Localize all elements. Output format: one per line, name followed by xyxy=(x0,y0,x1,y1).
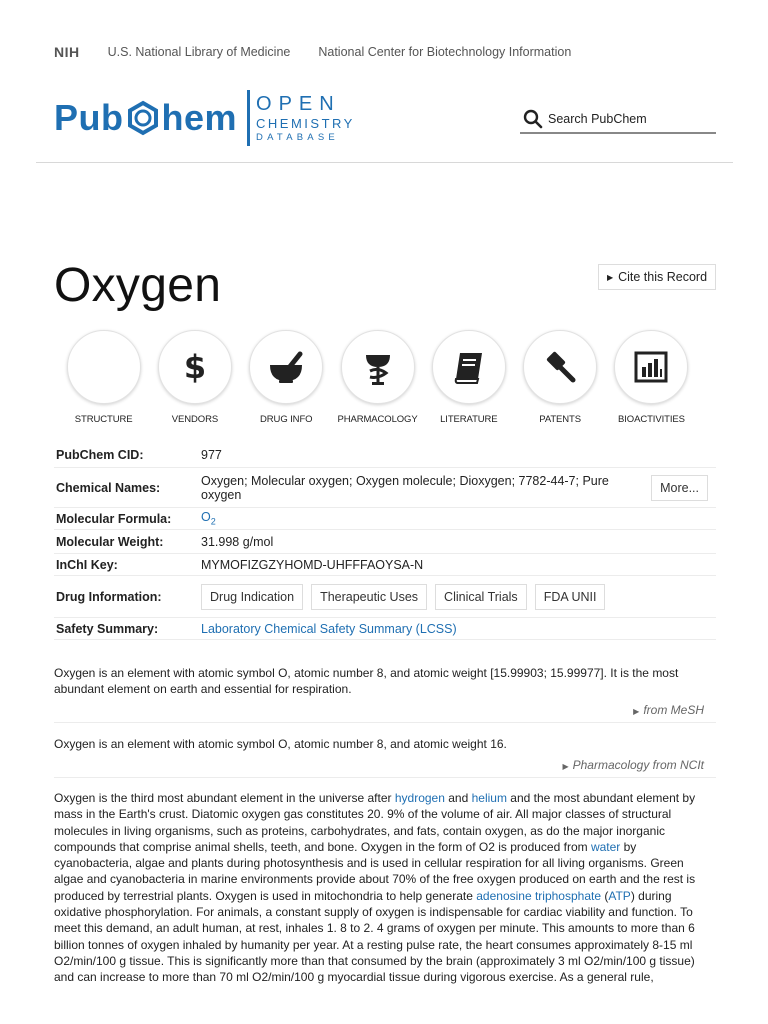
header-divider xyxy=(36,162,733,163)
nav-structure-label: STRUCTURE xyxy=(74,414,133,425)
caret-right-icon: ▶ xyxy=(606,272,614,282)
cid-label: PubChem CID: xyxy=(56,447,144,462)
description-ncit: Oxygen is an element with atomic symbol O, atomic number 8, and atomic weight 16. xyxy=(54,737,507,751)
cid-value: 977 xyxy=(201,447,222,462)
nav-patents-label: PATENTS xyxy=(539,414,581,425)
gavel-icon xyxy=(540,347,580,387)
lcss-link[interactable]: Laboratory Chemical Safety Summary (LCSS) xyxy=(201,621,457,636)
nav-bioactivities[interactable] xyxy=(606,330,697,425)
drug-info-circle xyxy=(249,330,323,404)
drug-info-label: Drug Information: xyxy=(56,589,162,604)
desc-text: Oxygen is the third most abundant element in the universe after xyxy=(54,791,395,805)
formula-sub: 2 xyxy=(210,516,216,527)
source-ncit-link[interactable] xyxy=(562,758,704,772)
bar-chart-icon xyxy=(631,347,671,387)
nav-pharmacology-label: PHARMACOLOGY xyxy=(337,414,418,425)
clinical-trials-button[interactable]: Clinical Trials xyxy=(435,584,527,610)
book-icon xyxy=(449,347,489,387)
literature-circle xyxy=(432,330,506,404)
desc-text: ) during oxidative phosphorylation. For animals, a constant supply of oxygen is indispensable for cardiac viability and function. To meet this demand, an adult human, at rest, inhales 1. 8 to 2. 4 grams of oxygen per minute. This amounts to more than 6 billion tonnes of oxygen inhaled by humanity per year. At a resting pulse rate, the heart consumes approximately 8-15 ml O2/min/100 g tissue. This is significantly more than that consumed by the brain (approximately 3 ml O2/min/100 g tissue) and can increase to more than 70 ml O2/min/100 g myocardial tissue during vigorous exercise. As a general rule, xyxy=(54,888,695,985)
inchi-value: MYMOFIZGZYHOMD-UHFFFAOYSA-N xyxy=(201,557,424,572)
row-inchi xyxy=(54,554,716,576)
nav-pharmacology[interactable] xyxy=(332,330,423,425)
nav-vendors-label: VENDORS xyxy=(171,414,219,425)
logo-chemistry: CHEMISTRY xyxy=(256,115,355,131)
nlm-link[interactable]: U.S. National Library of Medicine xyxy=(107,45,291,59)
desc-text: by cyanobacteria, algae and plants during photosynthesis and is used in cellular respiration for all living organisms. Green algae and cyanobacteria in marine environments provide about 70% of the free oxygen produced on earth and the rest is produced by terrestrial plants. Oxygen is used in mitochondria to help generate xyxy=(54,839,696,903)
row-cid xyxy=(54,442,716,468)
description-divider xyxy=(54,777,716,778)
safety-label: Safety Summary: xyxy=(56,621,159,636)
patents-circle xyxy=(523,330,597,404)
weight-label: Molecular Weight: xyxy=(56,534,164,549)
search-box xyxy=(520,106,716,134)
nih-link[interactable]: NIH xyxy=(54,44,80,60)
formula-label: Molecular Formula: xyxy=(56,511,172,526)
description-long xyxy=(54,790,716,986)
desc-text: ( xyxy=(601,888,609,903)
logo-pub: Pub xyxy=(54,97,124,138)
pubchem-logo[interactable] xyxy=(54,90,355,146)
row-formula xyxy=(54,508,716,530)
desc-text: and xyxy=(444,791,472,805)
names-value: Oxygen; Molecular oxygen; Oxygen molecule; Dioxygen; 7782-44-7; Pure oxygen xyxy=(201,473,609,502)
logo-tagline xyxy=(256,94,355,143)
cite-record-button[interactable] xyxy=(598,264,716,290)
logo-database: DATABASE xyxy=(256,131,339,143)
weight-value: 31.998 g/mol xyxy=(201,534,274,549)
top-bar xyxy=(54,44,599,60)
benzene-hexagon-icon xyxy=(125,100,161,136)
vendors-circle xyxy=(158,330,232,404)
desc-text: and the most abundant element by mass in the Earth's crust. Diatomic oxygen gas constitutes 20. 9% of the volume of air. All major classes of structural molecules in living organisms, such as proteins, carbohydrates, and fats, contain oxygen, as do the major inorganic compounds that comprise animal shells, teeth, and bone. Oxygen in the form of O2 is produced from xyxy=(54,791,696,854)
nav-literature-label: LITERATURE xyxy=(440,414,498,425)
formula-link[interactable] xyxy=(201,510,216,527)
mortar-pestle-icon xyxy=(266,347,306,387)
fda-unii-button[interactable]: FDA UNII xyxy=(535,584,606,610)
structure-icon xyxy=(67,330,141,404)
water-link[interactable]: water xyxy=(590,839,621,854)
row-weight xyxy=(54,530,716,554)
nav-drug-info[interactable] xyxy=(241,330,332,425)
nav-bioactivities-label: BIOACTIVITIES xyxy=(618,414,685,425)
nav-drug-info-label: DRUG INFO xyxy=(260,414,313,425)
page-title: Oxygen xyxy=(54,259,222,312)
row-drug-info xyxy=(54,576,716,618)
description-divider xyxy=(54,722,716,723)
names-label: Chemical Names: xyxy=(56,480,161,495)
dollar-icon xyxy=(175,347,215,387)
atp-full-link[interactable]: adenosine triphosphate xyxy=(476,888,602,903)
drug-indication-button[interactable]: Drug Indication xyxy=(201,584,303,610)
nav-structure[interactable] xyxy=(58,330,149,425)
helium-link[interactable]: helium xyxy=(471,791,507,805)
summary-table xyxy=(54,442,716,640)
logo-hem: hem xyxy=(161,97,238,138)
logo-open: OPEN xyxy=(256,92,341,115)
header xyxy=(54,88,716,152)
hydrogen-link[interactable]: hydrogen xyxy=(394,791,445,805)
source-ncit-label: Pharmacology from NCIt xyxy=(572,758,704,772)
inchi-label: InChI Key: xyxy=(56,557,118,572)
logo-divider xyxy=(247,90,250,146)
section-icon-nav xyxy=(58,330,698,425)
description-mesh: Oxygen is an element with atomic symbol O, atomic number 8, and atomic weight [15.99903; 15.99977]. It is the most abundant element on earth and essential for respiration. xyxy=(54,666,679,697)
search-input[interactable] xyxy=(548,112,708,126)
logo-wordmark xyxy=(54,97,237,139)
caret-right-icon: ▶ xyxy=(633,707,640,716)
ncbi-link[interactable]: National Center for Biotechnology Information xyxy=(318,45,572,59)
bioactivities-circle xyxy=(614,330,688,404)
therapeutic-uses-button[interactable]: Therapeutic Uses xyxy=(311,584,427,610)
svg-text:$: $ xyxy=(183,348,207,386)
bowl-of-hygieia-icon xyxy=(358,347,398,387)
source-mesh-link[interactable] xyxy=(633,703,704,717)
source-mesh-label: from MeSH xyxy=(643,703,704,717)
nav-literature[interactable] xyxy=(423,330,514,425)
formula-main: O xyxy=(201,510,211,525)
atp-link[interactable]: ATP xyxy=(608,888,631,903)
pharmacology-circle xyxy=(341,330,415,404)
nav-vendors[interactable] xyxy=(149,330,240,425)
row-chemical-names xyxy=(54,468,716,508)
nav-patents[interactable] xyxy=(514,330,605,425)
more-names-button[interactable]: More... xyxy=(651,475,708,501)
caret-right-icon: ▶ xyxy=(562,762,569,771)
row-safety xyxy=(54,618,716,640)
search-icon[interactable] xyxy=(522,108,544,130)
cite-record-label: Cite this Record xyxy=(618,270,708,284)
